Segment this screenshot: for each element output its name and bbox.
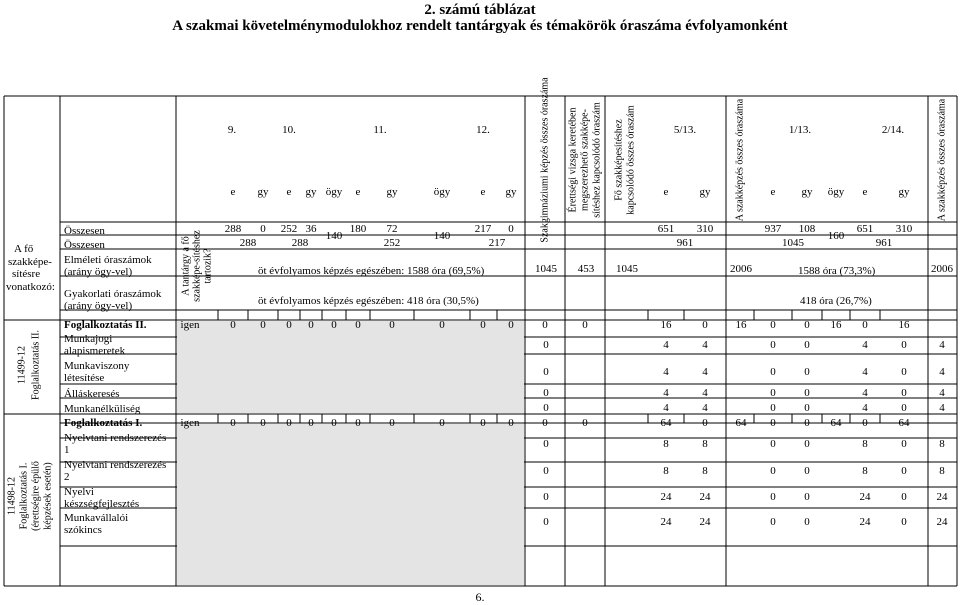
grade-header: 9.	[227, 124, 237, 136]
column-subheader: e	[230, 186, 236, 198]
cell-value: 64	[898, 417, 910, 429]
cell-value: 0	[770, 339, 776, 351]
cell-value: 252	[383, 237, 401, 249]
column-subheader: e	[663, 186, 669, 198]
cell-value: 0	[439, 417, 445, 429]
module-name: Foglalkoztatás I.	[18, 462, 30, 530]
cell-value: 0	[702, 319, 708, 331]
cell-value: 0	[260, 319, 266, 331]
row-label-elmeleti: Elméleti óraszámok	[64, 254, 152, 266]
module-code: 11498-12	[6, 477, 18, 515]
topic-label: Munkanélküliség	[64, 403, 141, 415]
col-header-tantargy: szakképe-sítéshez	[191, 230, 203, 302]
topic-label: Nyelvtani rendszerezés	[64, 459, 167, 471]
cell-value: 16	[830, 319, 842, 331]
cell-value: 0	[804, 319, 810, 331]
cell-value: 4	[862, 402, 868, 414]
cell-value: 937	[764, 223, 782, 235]
cell-value: 64	[735, 417, 747, 429]
cell-value: 0	[770, 516, 776, 528]
cell-value: 0	[543, 438, 549, 450]
cell-value: 16	[898, 319, 910, 331]
grade-header: 11.	[373, 124, 387, 136]
cell-value: 24	[936, 491, 948, 503]
cell-value: 0	[702, 417, 708, 429]
row-group-label: A fő	[14, 243, 34, 255]
cell-value: 0	[770, 387, 776, 399]
cell-value: 0	[582, 319, 588, 331]
cell-value: 0	[901, 387, 907, 399]
cell-value: 0	[770, 465, 776, 477]
cell-value: 24	[660, 491, 672, 503]
cell-value: 0	[480, 417, 486, 429]
cell-value: 8	[862, 465, 868, 477]
cell-value: 217	[474, 223, 492, 235]
elmeleti-ratio-2evf: 1588 óra (73,3%)	[798, 265, 876, 277]
module-name: (érettségire épülő	[30, 461, 42, 531]
col-header-szakkepzes: A szakképzés összes óraszáma	[734, 98, 746, 222]
elmeleti-ratio-5evf: öt évfolyamos képzés egészében: 1588 óra (69,5%)	[258, 265, 485, 277]
cell-value: 140	[325, 230, 343, 242]
cell-value: 8	[663, 465, 669, 477]
cell-value: 140	[433, 230, 451, 242]
cell-value: 160	[827, 230, 845, 242]
cell-value: 0	[770, 366, 776, 378]
cell-value: 288	[224, 223, 242, 235]
cell-value: 24	[859, 491, 871, 503]
module-belongs-flag: igen	[180, 417, 200, 429]
cell-value: 4	[663, 402, 669, 414]
cell-value: 0	[480, 319, 486, 331]
cell-value: 4	[663, 387, 669, 399]
column-subheader: e	[355, 186, 361, 198]
cell-value: 4	[702, 366, 708, 378]
gyakorlati-ratio-5evf: öt évfolyamos képzés egészében: 418 óra (30,5%)	[258, 295, 479, 307]
cell-value: 288	[239, 237, 257, 249]
topic-label: létesítése	[64, 372, 105, 384]
cell-value: 64	[660, 417, 672, 429]
cell-value: 0	[286, 319, 292, 331]
cell-value: 0	[543, 339, 549, 351]
cell-value: 72	[386, 223, 398, 235]
module-code: 11499-12	[16, 346, 28, 384]
cell-value: 0	[260, 417, 266, 429]
cell-value: 0	[508, 223, 514, 235]
topic-label: Nyelvi	[64, 486, 94, 498]
cell-value: 4	[939, 402, 945, 414]
module-name: Foglalkoztatás II.	[30, 330, 42, 400]
cell-value: 0	[355, 319, 361, 331]
gyakorlati-ratio-2evf: 418 óra (26,7%)	[800, 295, 872, 307]
cell-value: 0	[331, 319, 337, 331]
cell-value: 4	[663, 366, 669, 378]
cell-value: 1045	[616, 263, 638, 275]
cell-value: 0	[770, 491, 776, 503]
cell-value: 0	[804, 465, 810, 477]
cell-value: 4	[663, 339, 669, 351]
cell-value: 0	[770, 417, 776, 429]
module-header-label: Foglalkoztatás II.	[64, 319, 147, 331]
cell-value: 2006	[730, 263, 752, 275]
cell-value: 310	[696, 223, 714, 235]
cell-value: 4	[702, 402, 708, 414]
col-header-fo: kapcsolódó összes óraszám	[625, 105, 637, 215]
cell-value: 0	[543, 491, 549, 503]
cell-value: 8	[702, 465, 708, 477]
grade-header: 5/13.	[673, 124, 697, 136]
cell-value: 0	[804, 387, 810, 399]
cell-value: 1045	[782, 237, 804, 249]
topic-label: Munkaviszony	[64, 360, 130, 372]
cell-value: 24	[660, 516, 672, 528]
cell-value: 4	[862, 366, 868, 378]
row-group-label: sítésre	[12, 268, 41, 280]
cell-value: 0	[260, 223, 266, 235]
col-header-fo: Fő szakképesítéshez	[613, 119, 625, 201]
cell-value: 4	[939, 387, 945, 399]
cell-value: 8	[862, 438, 868, 450]
cell-value: 0	[901, 402, 907, 414]
topic-label: szókincs	[64, 524, 102, 536]
row-group-label: vonatkozó:	[6, 281, 55, 293]
cell-value: 0	[542, 319, 548, 331]
grade-header: 10.	[282, 124, 296, 136]
cell-value: 180	[349, 223, 367, 235]
cell-value: 24	[699, 516, 711, 528]
column-subheader: e	[862, 186, 868, 198]
cell-value: 0	[439, 319, 445, 331]
cell-value: 2006	[931, 263, 953, 275]
cell-value: 1045	[535, 263, 557, 275]
col-header-erettsegi: megszerezhető szakképe-	[579, 109, 591, 211]
row-label-osszesen: Összesen	[64, 239, 105, 251]
cell-value: 0	[901, 516, 907, 528]
column-subheader: ögy	[433, 186, 451, 198]
cell-value: 0	[770, 319, 776, 331]
cell-value: 0	[770, 438, 776, 450]
cell-value: 0	[543, 387, 549, 399]
column-subheader: gy	[386, 186, 398, 198]
cell-value: 0	[862, 417, 868, 429]
grade-header: 2/14.	[881, 124, 905, 136]
column-subheader: gy	[305, 186, 317, 198]
cell-value: 24	[936, 516, 948, 528]
col-header-szakgimn: Szakgimnáziumi képzés összes óraszáma	[539, 77, 551, 243]
cell-value: 0	[389, 417, 395, 429]
cell-value: 0	[508, 417, 514, 429]
cell-value: 0	[508, 319, 514, 331]
topic-label: 2	[64, 471, 70, 483]
row-group-label: szakképe-	[8, 256, 52, 268]
cell-value: 453	[577, 263, 595, 275]
column-subheader: gy	[699, 186, 711, 198]
column-subheader: e	[480, 186, 486, 198]
cell-value: 0	[308, 417, 314, 429]
cell-value: 0	[804, 339, 810, 351]
column-subheader: ögy	[325, 186, 343, 198]
cell-value: 0	[804, 516, 810, 528]
column-subheader: e	[286, 186, 292, 198]
cell-value: 64	[830, 417, 842, 429]
cell-value: 252	[280, 223, 298, 235]
cell-value: 651	[856, 223, 874, 235]
cell-value: 0	[355, 417, 361, 429]
grade-header: 1/13.	[788, 124, 812, 136]
cell-value: 0	[901, 438, 907, 450]
cell-value: 0	[230, 319, 236, 331]
column-subheader: gy	[257, 186, 269, 198]
topic-label: Munkavállalói	[64, 512, 129, 524]
cell-value: 8	[939, 465, 945, 477]
cell-value: 8	[702, 438, 708, 450]
cell-value: 217	[488, 237, 506, 249]
cell-value: 0	[543, 465, 549, 477]
column-subheader: gy	[801, 186, 813, 198]
cell-value: 0	[286, 417, 292, 429]
module-header-label: Foglalkoztatás I.	[64, 417, 143, 429]
col-header-erettsegi: Érettségi vizsga keretében	[567, 107, 579, 213]
cell-value: 36	[305, 223, 317, 235]
cell-value: 4	[702, 387, 708, 399]
col-header-szakkepzes: A szakképzés összes óraszáma	[936, 98, 948, 222]
cell-value: 0	[543, 516, 549, 528]
cell-value: 961	[875, 237, 893, 249]
cell-value: 24	[859, 516, 871, 528]
page-number: 6.	[475, 590, 485, 604]
cell-value: 0	[230, 417, 236, 429]
topic-label: készségfejlesztés	[64, 498, 140, 510]
cell-value: 4	[862, 387, 868, 399]
row-label-gyakorlati: (arány ögy-vel)	[64, 300, 133, 312]
cell-value: 0	[901, 366, 907, 378]
cell-value: 4	[939, 339, 945, 351]
cell-value: 0	[862, 319, 868, 331]
cell-value: 0	[804, 491, 810, 503]
cell-value: 0	[543, 366, 549, 378]
cell-value: 288	[291, 237, 309, 249]
column-subheader: e	[770, 186, 776, 198]
cell-value: 0	[804, 366, 810, 378]
cell-value: 108	[798, 223, 816, 235]
cell-value: 0	[770, 402, 776, 414]
cell-value: 0	[582, 417, 588, 429]
cell-value: 961	[676, 237, 694, 249]
cell-value: 24	[699, 491, 711, 503]
col-header-erettsegi: sítéshez kapcsolódó óraszám	[591, 102, 603, 218]
topic-label: Álláskeresés	[64, 388, 120, 400]
cell-value: 0	[389, 319, 395, 331]
cell-value: 16	[660, 319, 672, 331]
cell-value: 0	[901, 465, 907, 477]
row-label-osszesen: Összesen	[64, 225, 105, 237]
column-subheader: gy	[505, 186, 517, 198]
column-subheader: ögy	[827, 186, 845, 198]
cell-value: 8	[663, 438, 669, 450]
row-label-elmeleti: (arány ögy-vel)	[64, 266, 133, 278]
topic-label: Nyelvtani rendszerezés	[64, 432, 167, 444]
cell-value: 4	[939, 366, 945, 378]
table-title: A szakmai követelménymodulokhoz rendelt tantárgyak és témakörök óraszáma évfolyamonként	[172, 18, 788, 34]
grade-header: 12.	[476, 124, 490, 136]
topic-label: 1	[64, 444, 70, 456]
cell-value: 651	[657, 223, 675, 235]
cell-value: 0	[804, 417, 810, 429]
cell-value: 0	[901, 491, 907, 503]
topic-label: Munkajogi	[64, 333, 113, 345]
cell-value: 4	[702, 339, 708, 351]
col-header-tantargy: tartozik?	[202, 248, 214, 284]
cell-value: 0	[543, 402, 549, 414]
cell-value: 0	[542, 417, 548, 429]
topic-label: alapismeretek	[64, 345, 126, 357]
module-belongs-flag: igen	[180, 319, 200, 331]
table-number: 2. számú táblázat	[424, 2, 536, 18]
module-name: képzések esetén)	[42, 462, 54, 530]
cell-value: 310	[895, 223, 913, 235]
cell-value: 0	[804, 402, 810, 414]
column-subheader: gy	[898, 186, 910, 198]
row-label-gyakorlati: Gyakorlati óraszámok	[64, 288, 162, 300]
col-header-tantargy: A tantárgy a fő	[180, 236, 192, 296]
cell-value: 16	[735, 319, 747, 331]
cell-value: 8	[939, 438, 945, 450]
cell-value: 0	[331, 417, 337, 429]
cell-value: 0	[308, 319, 314, 331]
cell-value: 0	[901, 339, 907, 351]
cell-value: 4	[862, 339, 868, 351]
cell-value: 0	[804, 438, 810, 450]
